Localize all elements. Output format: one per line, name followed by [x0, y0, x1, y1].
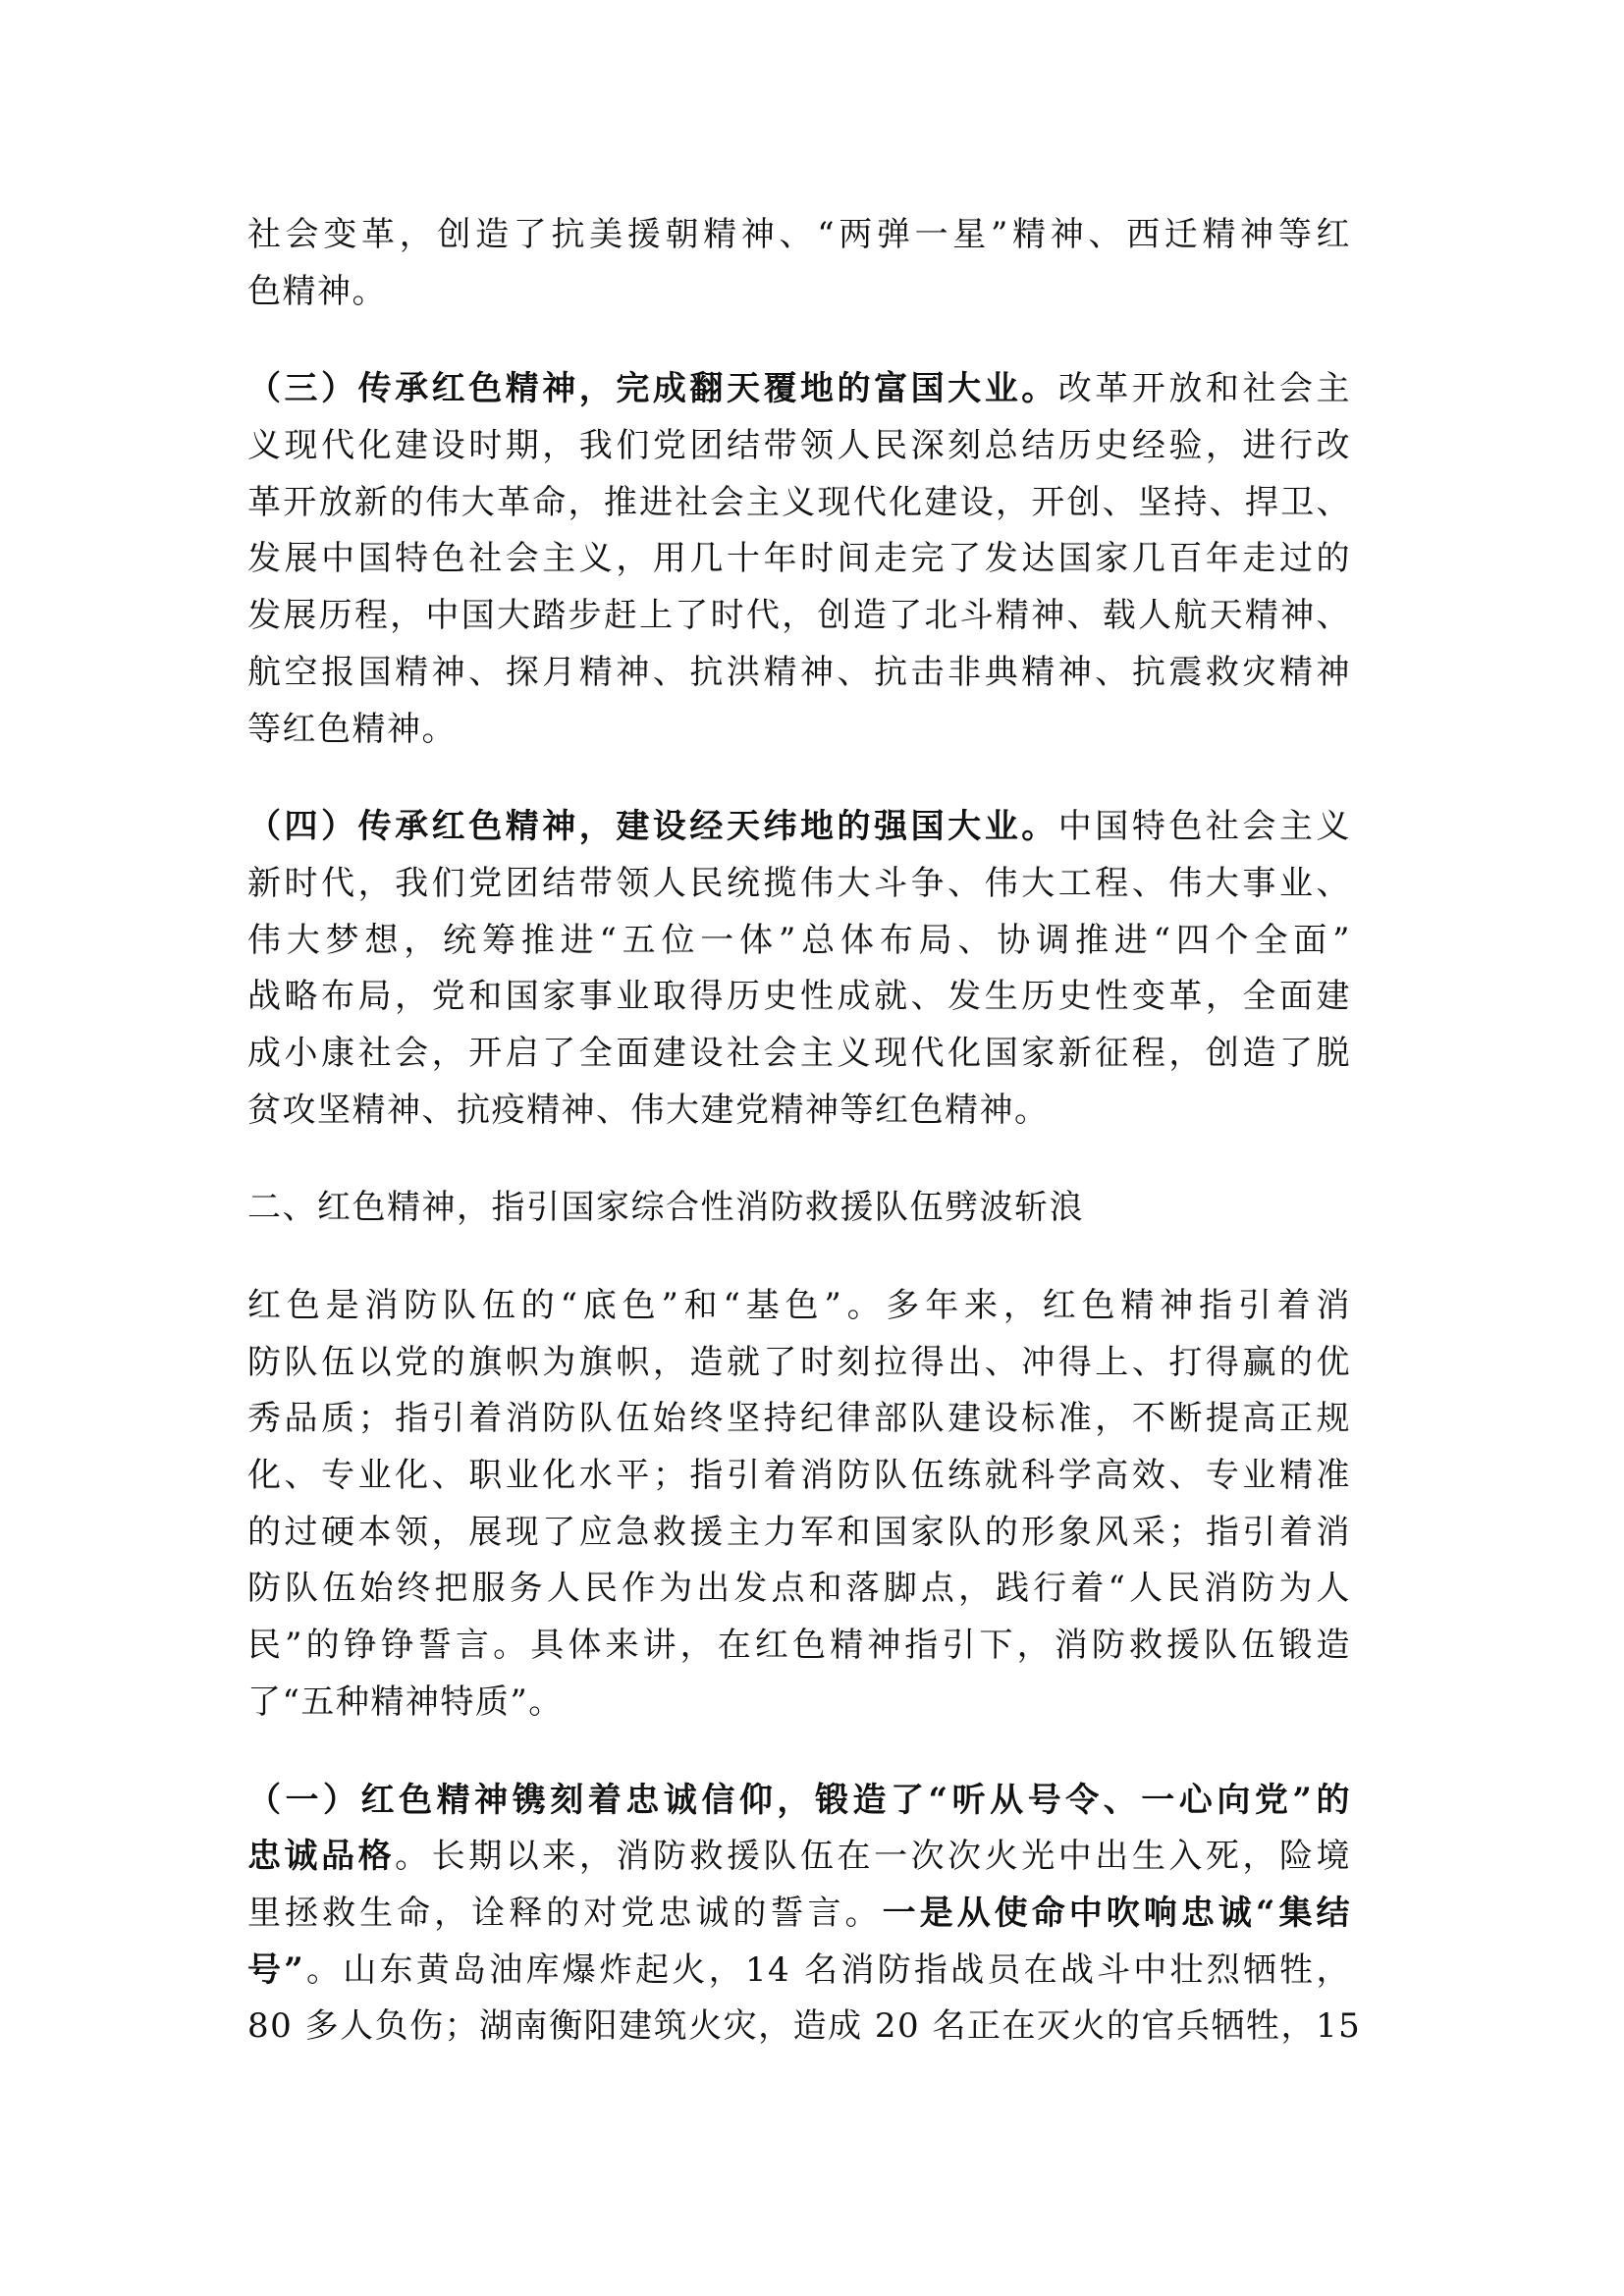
text-line — [247, 361, 1351, 418]
text-run: 社会变革，创造了抗美援朝精神、“两弹一星”精神、西迁精神等红 — [247, 215, 1351, 254]
text-run: 的过硬本领，展现了应急救援主力军和国家队的形象风采；指引着消 — [247, 1512, 1351, 1552]
text-run: 里拯救生命，诠释的对党忠诚的誓言。 — [247, 1893, 883, 1933]
bold-text-run: （三）传承红色精神，完成翻天覆地的富国大业。 — [247, 369, 1058, 409]
text-run: 化、专业化、职业化水平；指引着消防队伍练就科学高效、专业精准 — [247, 1456, 1351, 1496]
text-line — [247, 588, 1351, 645]
text-line — [247, 264, 1351, 321]
text-line — [247, 913, 1351, 970]
text-run: 80 多人负伤；湖南衡阳建筑火灾，造成 20 名正在灭火的官兵牺牲，15 — [247, 2006, 1362, 2047]
text-run: 民”的铮铮誓言。具体来讲，在红色精神指引下，消防救援队伍锻造 — [247, 1626, 1351, 1666]
text-run: 红色是消防队伍的“底色”和“基色”。多年来，红色精神指引着消 — [247, 1286, 1351, 1325]
text-line — [247, 1675, 1351, 1732]
text-run: 改革开放和社会主 — [1057, 369, 1352, 409]
paragraph — [247, 799, 1351, 1139]
text-line — [247, 1773, 1351, 1830]
text-line — [247, 645, 1351, 702]
paragraph — [247, 361, 1351, 758]
text-line — [247, 1999, 1362, 2056]
document-page — [247, 207, 1362, 2097]
text-run: 发展历程，中国大踏步赶上了时代，创造了北斗精神、载人航天精神、 — [247, 596, 1351, 636]
text-line — [247, 1026, 1351, 1083]
text-line — [247, 418, 1351, 475]
bold-text-run: （四）传承红色精神，建设经天纬地的强国大业。 — [247, 807, 1058, 847]
paragraph — [247, 1773, 1362, 2056]
text-run: 革开放新的伟大革命，推进社会主义现代化建设，开创、坚持、捍卫、 — [247, 482, 1351, 522]
text-line — [247, 1505, 1351, 1562]
text-run: 贫攻坚精神、抗疫精神、伟大建党精神等红色精神。 — [247, 1090, 1050, 1130]
text-run: 新时代，我们党团结带领人民统揽伟大斗争、伟大工程、伟大事业、 — [247, 863, 1351, 903]
text-run: 二、红色精神，指引国家综合性消防救援队伍劈波斩浪 — [247, 1188, 1084, 1228]
text-run: 防队伍始终把服务人民作为出发点和落脚点，践行着“人民消防为人 — [247, 1569, 1351, 1609]
text-run: 发展中国特色社会主义，用几十年时间走完了发达国家几百年走过的 — [247, 539, 1351, 579]
text-run: 秀品质；指引着消防队伍始终坚持纪律部队建设标准，不断提高正规 — [247, 1399, 1351, 1439]
text-line — [247, 1180, 1351, 1237]
text-line — [247, 1561, 1351, 1618]
text-line — [247, 1829, 1351, 1886]
text-run: 色精神。 — [247, 271, 387, 311]
bold-text-run: （一）红色精神镌刻着忠诚信仰，锻造了“听从号令、一心向党”的 — [247, 1780, 1351, 1820]
bold-text-run: 号” — [247, 1949, 305, 1990]
paragraph — [247, 207, 1351, 320]
text-line — [247, 1448, 1351, 1505]
text-run: 航空报国精神、探月精神、抗洪精神、抗击非典精神、抗震救灾精神 — [247, 652, 1351, 692]
bold-text-run: 一是从使命中吹响忠诚“集结 — [882, 1893, 1352, 1933]
text-line — [247, 207, 1351, 264]
text-line — [247, 702, 1351, 759]
text-line — [247, 799, 1351, 856]
text-line — [247, 1391, 1351, 1448]
text-run: 战略布局，党和国家事业取得历史性成就、发生历史性变革，全面建 — [247, 977, 1351, 1017]
text-run: 伟大梦想，统筹推进“五位一体”总体布局、协调推进“四个全面” — [247, 920, 1351, 960]
text-line — [247, 969, 1351, 1026]
text-line — [247, 1278, 1351, 1335]
text-line — [247, 1618, 1351, 1675]
text-line — [247, 1886, 1351, 1943]
paragraph — [247, 1278, 1351, 1732]
text-run: 中国特色社会主义 — [1057, 807, 1352, 847]
text-line — [247, 531, 1351, 588]
text-line — [247, 1943, 1351, 2000]
section-heading — [247, 1180, 1351, 1237]
text-run: 防队伍以党的旗帜为旗帜，造就了时刻拉得出、冲得上、打得赢的优 — [247, 1342, 1351, 1382]
text-run: 。长期以来，消防救援队伍在一次次火光中出生入死，险境 — [395, 1837, 1352, 1877]
text-run: 。山东黄岛油库爆炸起火，14 名消防指战员在战斗中壮烈牺牲， — [304, 1949, 1351, 1990]
text-line — [247, 856, 1351, 913]
text-line — [247, 475, 1351, 532]
text-run: 了“五种精神特质”。 — [247, 1682, 564, 1722]
bold-text-run: 忠诚品格 — [247, 1837, 396, 1877]
text-line — [247, 1083, 1351, 1140]
text-run: 成小康社会，开启了全面建设社会主义现代化国家新征程，创造了脱 — [247, 1033, 1351, 1073]
text-run: 等红色精神。 — [247, 709, 457, 749]
text-line — [247, 1335, 1351, 1392]
text-run: 义现代化建设时期，我们党团结带领人民深刻总结历史经验，进行改 — [247, 426, 1351, 466]
